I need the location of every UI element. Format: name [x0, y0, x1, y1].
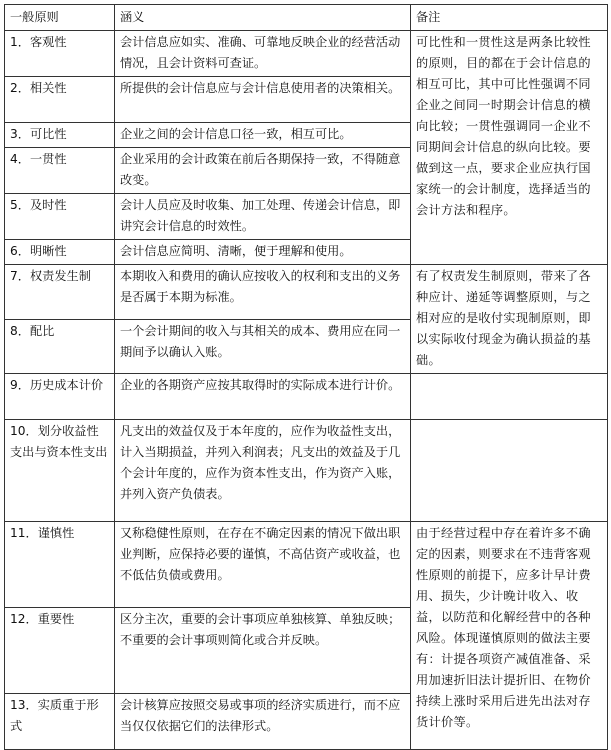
notes-accrual-matching: 有了权责发生制原则，带来了各种应计、递延等调整原则，与之相对应的是收付实现制原则，即以实际收付现金为确认损益的基础。: [411, 265, 608, 374]
table-row: [5, 265, 608, 320]
header-meaning: 涵义: [115, 5, 411, 31]
principle-cell: 3．可比性: [5, 123, 115, 148]
principle-cell: 4．一贯性: [5, 148, 115, 194]
principle-cell: 12．重要性: [5, 608, 115, 694]
principle-cell: 10．划分收益性支出与资本性支出: [5, 420, 115, 522]
meaning-cell: 企业的各期资产应按其取得时的实际成本进行计价。: [115, 374, 411, 420]
principle-cell: 2．相关性: [5, 77, 115, 123]
meaning-cell: 凡支出的效益仅及于本年度的，应作为收益性支出，计入当期损益，并列入利润表；凡支出的效益及于几个会计年度的，应作为资本性支出，作为资产入账，并列入资产负债表。: [115, 420, 411, 522]
principle-cell: 11．谨慎性: [5, 522, 115, 608]
table-row: [5, 420, 608, 522]
table-row: [5, 31, 608, 77]
meaning-cell: 会计人员应及时收集、加工处理、传递会计信息，即讲究会计信息的时效性。: [115, 194, 411, 240]
meaning-cell: 区分主次，重要的会计事项应单独核算、单独反映；不重要的会计事项则简化或合并反映。: [115, 608, 411, 694]
notes-comparability-consistency: 可比性和一贯性这是两条比较性的原则，目的都在于会计信息的相互可比，其中可比性强调不同企业之间同一时期会计信息的横向比较；一贯性强调同一企业不同期间会计信息的纵向比较。要做到这一点，要求企业应执行国家统一的会计制度，选择适当的会计方法和程序。: [411, 31, 608, 265]
notes-prudence: 由于经营过程中存在着许多不确定的因素，则要求在不违背客观性原则的前提下，应多计早计费用、损失，少计晚计收入、收益，以防范和化解经营中的各种风险。体现谨慎原则的做法主要有：计提各项资产减值准备、采用加速折旧法计提折旧、在物价持续上涨时采用后进先出法对存货计价等。: [411, 522, 608, 750]
header-notes: 备注: [411, 5, 608, 31]
meaning-cell: 会计信息应如实、准确、可靠地反映企业的经营活动情况，且会计资料可查证。: [115, 31, 411, 77]
meaning-cell: 企业采用的会计政策在前后各期保持一致，不得随意改变。: [115, 148, 411, 194]
table-row: [5, 522, 608, 608]
accounting-principles-table: [4, 4, 608, 750]
header-row: [5, 5, 608, 31]
meaning-cell: 一个会计期间的收入与其相关的成本、费用应在同一期间予以确认入账。: [115, 319, 411, 374]
meaning-cell: 又称稳健性原则，在存在不确定因素的情况下做出职业判断，应保持必要的谨慎，不高估资产或收益，也不低估负债或费用。: [115, 522, 411, 608]
principle-cell: 5．及时性: [5, 194, 115, 240]
principle-cell: 6．明晰性: [5, 240, 115, 265]
principle-cell: 13．实质重于形式: [5, 694, 115, 750]
notes-empty-cell: [411, 420, 608, 522]
principle-cell: 7．权责发生制: [5, 265, 115, 320]
meaning-cell: 会计核算应按照交易或事项的经济实质进行，而不应当仅仅依据它们的法律形式。: [115, 694, 411, 750]
principle-cell: 1．客观性: [5, 31, 115, 77]
table-row: [5, 374, 608, 420]
meaning-cell: 会计信息应简明、清晰，便于理解和使用。: [115, 240, 411, 265]
meaning-cell: 企业之间的会计信息口径一致，相互可比。: [115, 123, 411, 148]
meaning-cell: 本期收入和费用的确认应按收入的权利和支出的义务是否属于本期为标准。: [115, 265, 411, 320]
notes-empty-cell: [411, 374, 608, 420]
header-principle: 一般原则: [5, 5, 115, 31]
principle-cell: 8．配比: [5, 319, 115, 374]
meaning-cell: 所提供的会计信息应与会计信息使用者的决策相关。: [115, 77, 411, 123]
principle-cell: 9．历史成本计价: [5, 374, 115, 420]
